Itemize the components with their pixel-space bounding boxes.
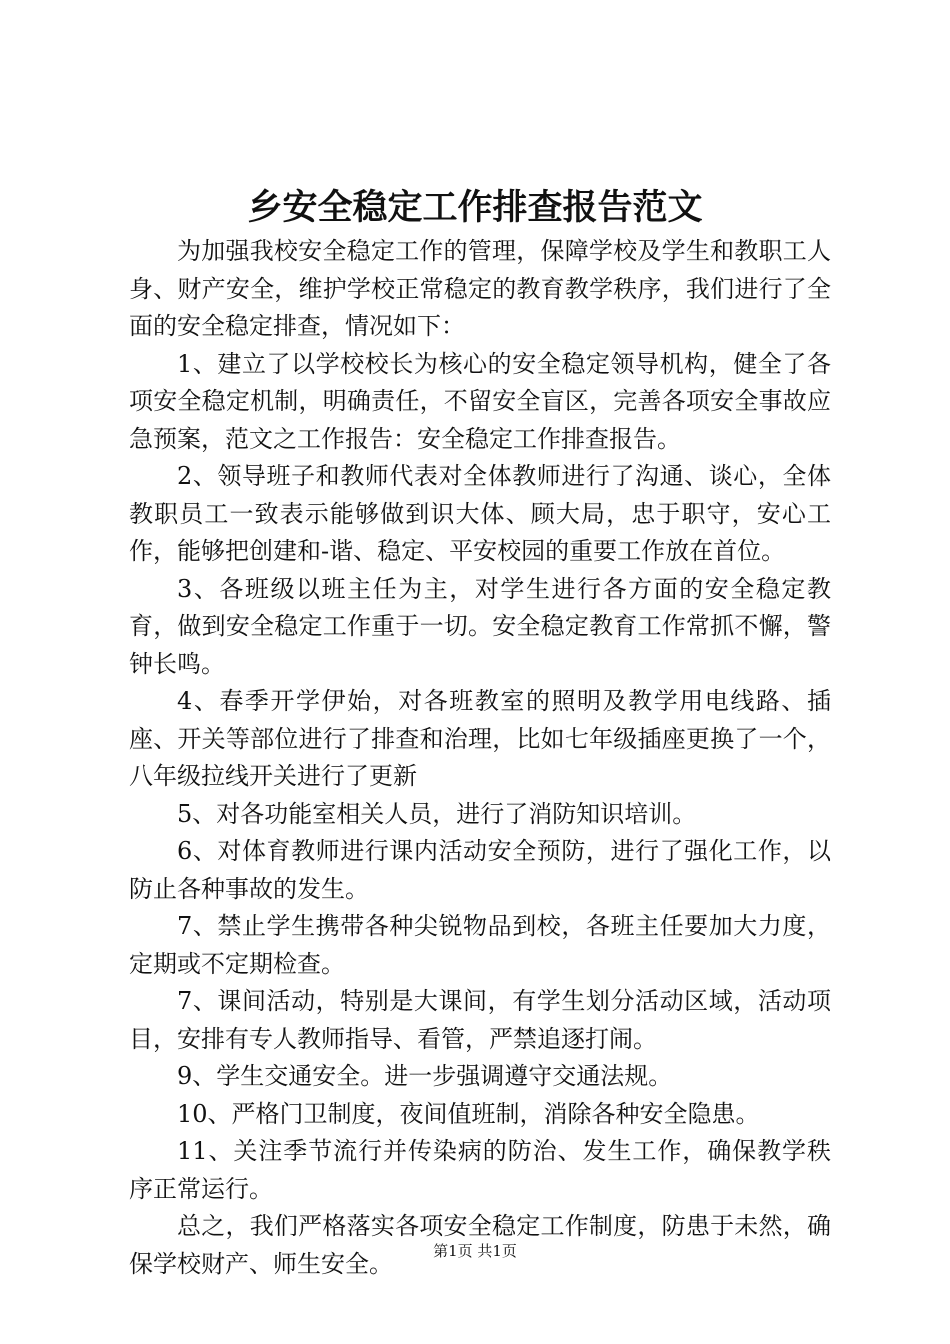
paragraph-item-11: 11、关注季节流行并传染病的防治、发生工作，确保教学秩序正常运行。 <box>129 1137 831 1203</box>
paragraph-item-9: 9、学生交通安全。进一步强调遵守交通法规。 <box>177 1062 673 1090</box>
document-body <box>129 233 831 1283</box>
document-title: 乡安全稳定工作排查报告范文 <box>247 187 703 228</box>
paragraph-item-3: 3、各班级以班主任为主，对学生进行各方面的安全稳定教育，做到安全稳定工作重于一切。安全稳定教育工作常抓不懈，警钟长鸣。 <box>129 574 831 678</box>
paragraph-item-7b: 7、课间活动，特别是大课间，有学生划分活动区域，活动项目，安排有专人教师指导、看管，严禁追逐打闹。 <box>129 987 831 1053</box>
paragraph-item-4: 4、春季开学伊始，对各班教室的照明及教学用电线路、插座、开关等部位进行了排查和治理，比如七年级插座更换了一个，八年级拉线开关进行了更新 <box>129 687 831 790</box>
paragraph-intro: 为加强我校安全稳定工作的管理，保障学校及学生和教职工人身、财产安全，维护学校正常稳定的教育教学秩序，我们进行了全面的安全稳定排查，情况如下： <box>129 237 831 340</box>
page-footer: 第1页 共1页 <box>433 1242 517 1260</box>
paragraph-item-10: 10、严格门卫制度，夜间值班制，消除各种安全隐患。 <box>177 1099 760 1128</box>
paragraph-item-1: 1、建立了以学校校长为核心的安全稳定领导机构，健全了各项安全稳定机制，明确责任，不留安全盲区，完善各项安全事故应急预案，范文之工作报告：安全稳定工作排查报告。 <box>129 349 831 453</box>
paragraph-item-7a: 7、禁止学生携带各种尖锐物品到校，各班主任要加大力度，定期或不定期检查。 <box>129 912 831 978</box>
paragraph-item-2: 2、领导班子和教师代表对全体教师进行了沟通、谈心，全体教职员工一致表示能够做到识大体、顾大局，忠于职守，安心工作，能够把创建和-谐、稳定、平安校园的重要工作放在首位。 <box>129 462 831 565</box>
paragraph-conclusion: 总之，我们严格落实各项安全稳定工作制度，防患于未然，确保学校财产、师生安全。 <box>129 1212 831 1278</box>
paragraph-item-5: 5、对各功能室相关人员，进行了消防知识培训。 <box>177 799 697 828</box>
paragraph-item-6: 6、对体育教师进行课内活动安全预防，进行了强化工作，以防止各种事故的发生。 <box>129 837 831 903</box>
